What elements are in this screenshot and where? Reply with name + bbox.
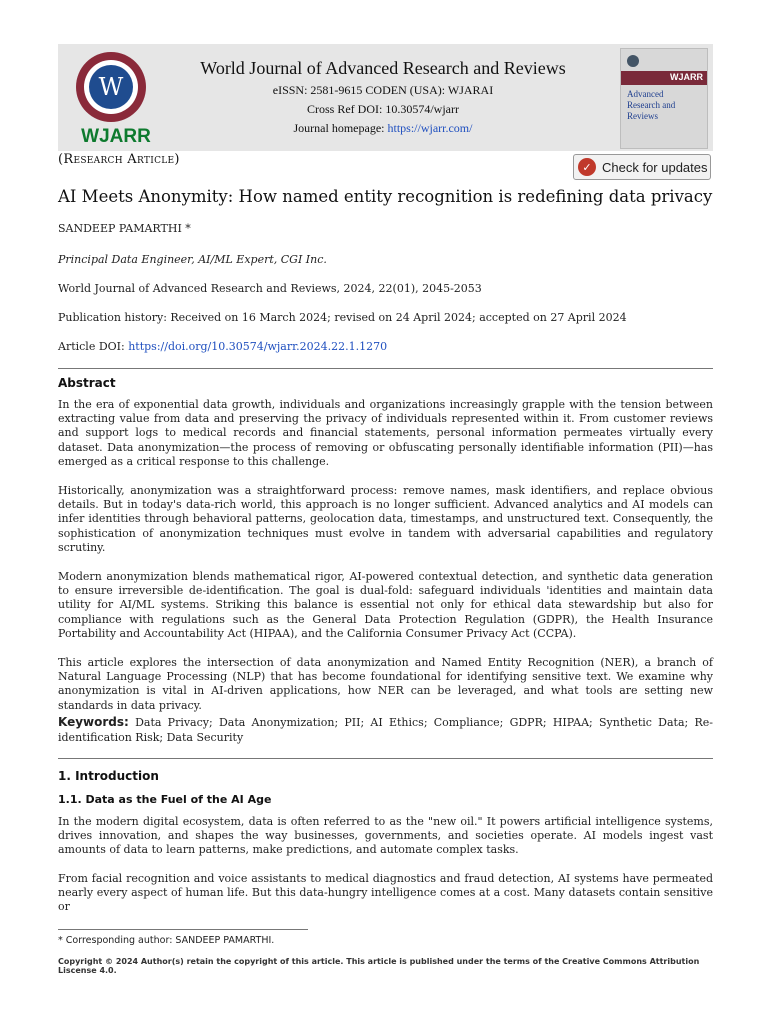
doi-label: Article DOI: <box>58 340 129 353</box>
keywords-text: Data Privacy; Data Anonymization; PII; AI Ethics; Compliance; GDPR; HIPAA; Synthetic Data; Re-identification Risk; Data Security <box>58 716 713 744</box>
intro-paragraph: In the modern digital ecosystem, data is often referred to as the "new oil." It powers artificial intelligence systems, drives innovation, and shapes the way businesses, governments, and societies operate. AI models ingest vast amounts of data to learn patterns, make predictions, and automate complex tasks. <box>58 815 713 857</box>
keywords-label: Keywords: <box>58 715 129 729</box>
abstract-paragraph: Modern anonymization blends mathematical rigor, AI-powered contextual detection, and synthetic data generation to ensure irreversible de-identification. The goal is dual-fold: safeguard individuals 'identities and maintain data utility for AI/ML systems. Striking this balance is essential not only for ethical data stewardship but also for compliance with regulations such as the General Data Protection Regulation (GDPR), the Health Insurance Portability and Accountability Act (HIPAA), and the California Consumer Privacy Act (CCPA). <box>58 570 713 640</box>
article-doi <box>58 340 387 353</box>
cover-title: WJARR <box>670 72 703 82</box>
homepage-line <box>158 121 608 136</box>
doi-link[interactable]: https://doi.org/10.30574/wjarr.2024.22.1.1270 <box>128 340 388 353</box>
check-updates-button[interactable] <box>573 154 711 180</box>
footnote-divider <box>58 929 308 930</box>
journal-info <box>158 58 608 136</box>
abstract-paragraph: Historically, anonymization was a straightforward process: remove names, mask identifiers, and replace obvious details. But in today's data-rich world, this approach is no longer sufficient. Advanced analytics and AI models can infer identities through behavioral patterns, geolocation data, timestamps, and unstructured text. Consequently, the sophistication of anonymization techniques must evolve in tandem with adversarial capabilities and regulatory scrutiny. <box>58 484 713 554</box>
publication-history: Publication history: Received on 16 March 2024; revised on 24 April 2024; accepted on 27 April 2024 <box>58 311 627 324</box>
author-affiliation: Principal Data Engineer, AI/ML Expert, CGI Inc. <box>58 253 327 266</box>
divider <box>58 758 713 759</box>
journal-header <box>58 44 713 151</box>
journal-cover-thumbnail <box>620 48 708 149</box>
keywords <box>58 715 713 745</box>
issn-line: eISSN: 2581-9615 CODEN (USA): WJARAI <box>272 83 494 97</box>
abstract-section <box>58 376 713 713</box>
subsection-heading: 1.1. Data as the Fuel of the AI Age <box>58 793 272 806</box>
logo-text: WJARR <box>81 126 151 147</box>
abstract-paragraph: This article explores the intersection of data anonymization and Named Entity Recognition (NER), a branch of Natural Language Processing (NLP) that has become foundational for identifying sensitive text. We examine why anonymization is vital in AI-driven applications, how NER can be leveraged, and what tools are setting new standards in data privacy. <box>58 656 713 712</box>
logo-emblem <box>76 52 146 122</box>
author-name: SANDEEP PAMARTHI * <box>58 222 191 235</box>
introduction-heading: 1. Introduction <box>58 769 159 783</box>
cover-text: Advanced Research and Reviews <box>627 89 676 121</box>
article-title: AI Meets Anonymity: How named entity recognition is redefining data privacy <box>58 187 713 206</box>
intro-paragraph: From facial recognition and voice assistants to medical diagnostics and fraud detection, AI systems have permeated nearly every aspect of human life. But this data-hungry intelligence comes at a cost. Many datasets contain sensitive or <box>58 871 713 914</box>
abstract-paragraph: In the era of exponential data growth, individuals and organizations increasingly grapple with the tension between extracting value from data and preserving the privacy of individuals represented within it. From customer reviews and support logs to medical records and financial statements, personal information permeates virtually every dataset. Data anonymization—the process of removing or obfuscating personally identifiable information (PII)—has emerged as a critical response to this challenge. <box>58 398 713 468</box>
journal-title: World Journal of Advanced Research and Reviews <box>200 58 566 78</box>
journal-logo <box>68 52 158 148</box>
cover-seal-icon <box>627 55 639 67</box>
abstract-heading: Abstract <box>58 376 116 390</box>
corresponding-author-footnote: * Corresponding author: SANDEEP PAMARTHI. <box>58 935 275 946</box>
introduction-section <box>58 769 713 914</box>
homepage-link[interactable]: https://wjarr.com/ <box>387 121 473 135</box>
copyright-notice: Copyright © 2024 Author(s) retain the copyright of this article. This article is published under the terms of the Creative Commons Attribution Liscense 4.0. <box>58 957 700 975</box>
check-updates-label: Check for updates <box>602 159 708 175</box>
crossmark-icon: ✓ <box>578 158 596 176</box>
citation: World Journal of Advanced Research and Reviews, 2024, 22(01), 2045-2053 <box>58 282 482 295</box>
crossref-line: Cross Ref DOI: 10.30574/wjarr <box>307 102 459 116</box>
divider <box>58 368 713 369</box>
article-type: (Research Article) <box>58 152 180 167</box>
logo-letter: W <box>89 65 133 109</box>
homepage-label: Journal homepage: <box>293 121 388 135</box>
